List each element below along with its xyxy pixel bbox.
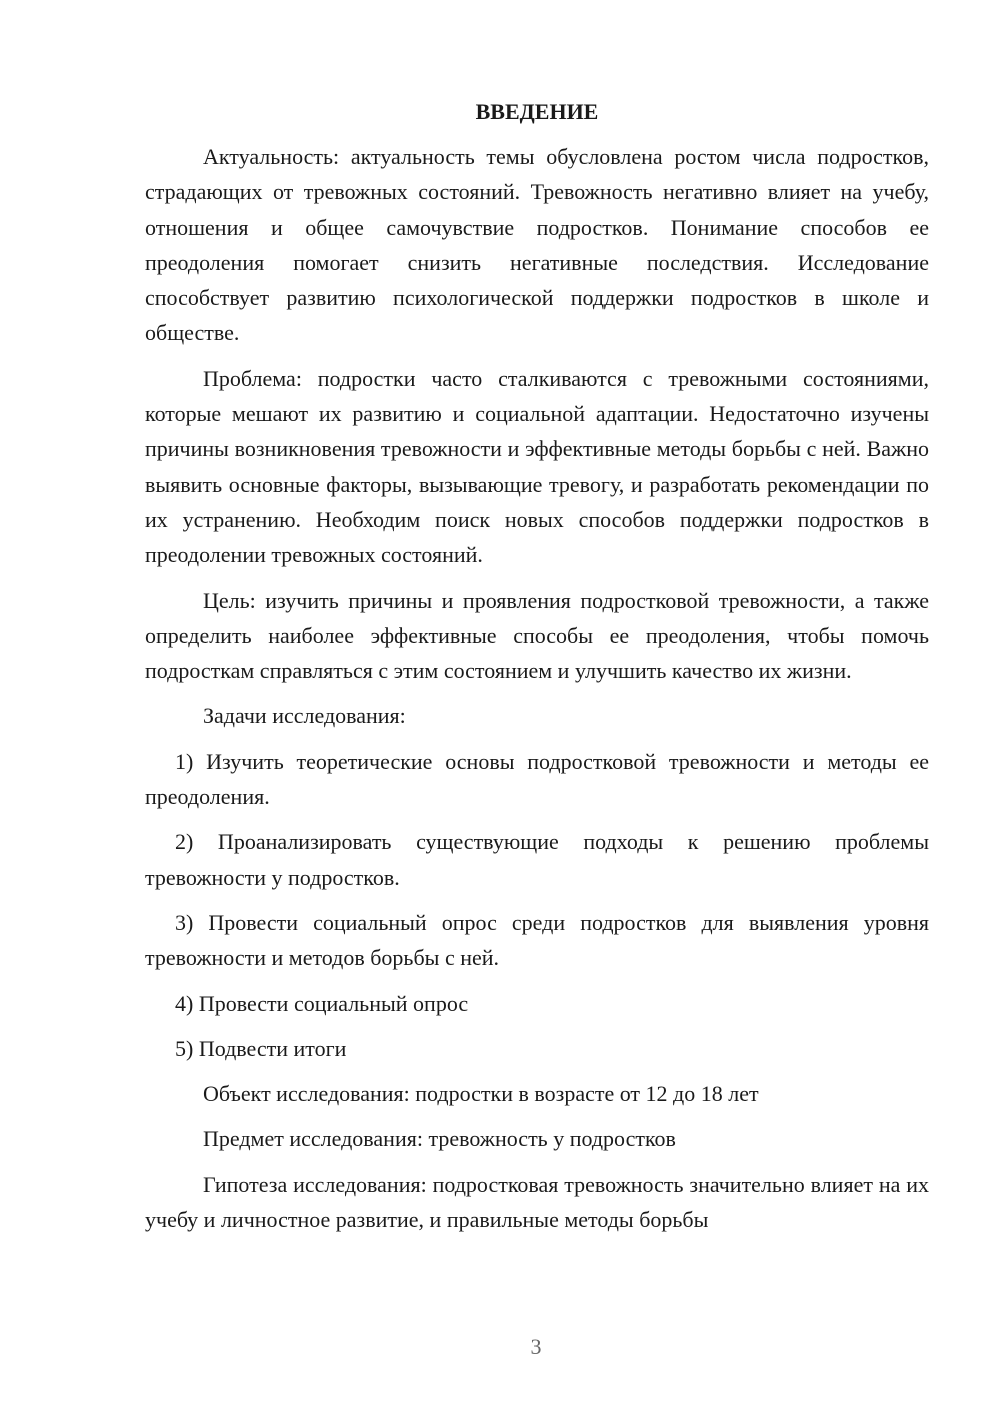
research-subject: Предмет исследования: тревожность у подростков bbox=[203, 1126, 676, 1152]
task-item-2: 2) Проанализировать существующие подходы к решению проблемы тревожности у подростков. bbox=[145, 829, 929, 890]
problem-paragraph: Проблема: подростки часто сталкиваются с тревожными состояниями, которые мешают их развитию и социальной адаптации. Недостаточно изучены причины возникновения тревожности и эффективные методы борьбы с ней. Важно выявить основные факторы, вызывающие тревогу, и разработать рекомендации по их устранению. Необходим поиск новых способов поддержки подростков в преодолении тревожных состояний. bbox=[145, 365, 929, 568]
task-item-4: 4) Провести социальный опрос bbox=[175, 990, 469, 1016]
task-item-3: 3) Провести социальный опрос среди подростков для выявления уровня тревожности и методов борьбы с ней. bbox=[145, 909, 929, 971]
page-content bbox=[145, 94, 929, 1237]
relevance-paragraph: Актуальность: актуальность темы обусловлена ростом числа подростков, страдающих от тревожных состояний. Тревожность негативно влияет на учебу, отношения и общее самочувствие подростков. Понимание способов ее преодоления помогает снизить негативные последствия. Исследование способствует развитию психологической поддержки подростков в школе и обществе. bbox=[145, 144, 929, 346]
tasks-title: Задачи исследования: bbox=[203, 703, 406, 729]
task-item-5: 5) Подвести итоги bbox=[175, 1035, 347, 1061]
section-heading: ВВЕДЕНИЕ bbox=[475, 99, 599, 124]
goal-paragraph: Цель: изучить причины и проявления подростковой тревожности, а также определить наиболее эффективные способы ее преодоления, чтобы помочь подросткам справляться с этим состоянием и улучшить качество их жизни. bbox=[145, 587, 929, 684]
research-object: Объект исследования: подростки в возрасте от 12 до 18 лет bbox=[203, 1081, 759, 1107]
research-hypothesis: Гипотеза исследования: подростковая тревожность значительно влияет на их учебу и личностное развитие, и правильные методы борьбы bbox=[145, 1171, 929, 1233]
task-item-1: 1) Изучить теоретические основы подростковой тревожности и методы ее преодоления. bbox=[145, 748, 929, 810]
page-number: 3 bbox=[530, 1334, 542, 1359]
